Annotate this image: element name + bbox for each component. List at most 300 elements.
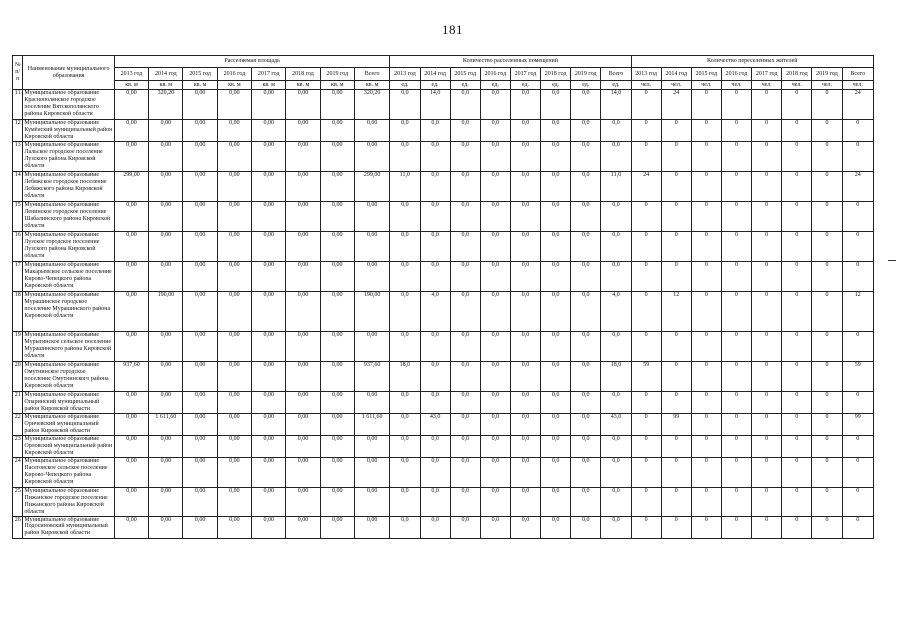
municipality-name: Муниципальное образование Пижанское городское поселение Пижанского района Кировской области	[23, 488, 114, 517]
rooms-cell: 0,0	[510, 458, 540, 488]
rooms-cell: 0,0	[510, 414, 540, 436]
people-cell: 0	[721, 90, 751, 120]
people-cell: 0	[721, 392, 751, 414]
people-cell: 24	[631, 172, 661, 202]
rooms-cell: 0,0	[541, 414, 571, 436]
rooms-cell: 0,0	[571, 436, 601, 458]
area-cell: 0,00	[286, 120, 320, 142]
people-cell: 0	[721, 414, 751, 436]
rooms-cell: 0,0	[571, 142, 601, 172]
people-cell: 0	[661, 516, 691, 538]
header-year-rooms-4: 2017 год	[510, 68, 540, 81]
area-cell: 0,00	[114, 292, 148, 332]
rooms-cell: 18,0	[390, 362, 420, 392]
area-cell: 0,00	[114, 488, 148, 517]
people-cell: 0	[752, 362, 782, 392]
area-cell: 0,00	[286, 232, 320, 262]
people-cell: 0	[661, 392, 691, 414]
header-unit-area-3: кв. м	[217, 81, 251, 90]
area-cell: 0,00	[183, 90, 217, 120]
header-year-area-0: 2013 год	[114, 68, 148, 81]
header-no: № п/п	[13, 56, 23, 90]
people-cell: 0	[661, 120, 691, 142]
people-cell: 0	[782, 292, 812, 332]
header-year-people-1: 2014 год	[661, 68, 691, 81]
people-cell: 0	[691, 414, 721, 436]
municipality-name: Муниципальное образование Кумёнский муниципальный район Кировской области	[24, 120, 113, 140]
people-cell: 0	[691, 488, 721, 517]
row-number: 23	[13, 436, 23, 458]
municipality-name: Муниципальное образование Пасеговское сельское поселение Кирово-Чепецкого района Кировской области	[23, 458, 114, 488]
people-cell: 0	[631, 292, 661, 332]
header-year-people-7: Всего	[842, 68, 873, 81]
header-year-area-3: 2016 год	[217, 68, 251, 81]
header-unit-area-4: кв. м	[252, 81, 286, 90]
area-cell: 0,00	[149, 262, 183, 292]
rooms-cell: 0,0	[601, 202, 631, 232]
table-row	[13, 436, 874, 458]
row-number: 12	[13, 120, 23, 142]
area-cell: 0,00	[252, 292, 286, 332]
rooms-cell: 0,0	[541, 516, 571, 538]
area-cell: 0,00	[320, 436, 354, 458]
area-cell: 0,00	[217, 90, 251, 120]
rooms-cell: 0,0	[480, 262, 510, 292]
rooms-cell: 0,0	[541, 458, 571, 488]
rooms-cell: 0,0	[450, 292, 480, 332]
people-cell: 0	[782, 142, 812, 172]
people-cell: 0	[721, 516, 751, 538]
rooms-cell: 11,0	[601, 172, 631, 202]
area-cell: 1 611,60	[354, 414, 389, 436]
area-cell: 0,00	[149, 362, 183, 392]
area-cell: 0,00	[114, 142, 148, 172]
people-cell: 0	[661, 142, 691, 172]
area-cell: 0,00	[286, 90, 320, 120]
people-cell: 12	[661, 292, 691, 332]
area-cell: 0,00	[183, 172, 217, 202]
people-cell: 0	[812, 488, 842, 517]
people-cell: 0	[691, 516, 721, 538]
rooms-cell: 0,0	[541, 488, 571, 517]
rooms-cell: 0,0	[601, 488, 631, 517]
header-name: Наименование муниципального образования	[23, 56, 114, 90]
municipality-name: Муниципальное образование Краснополянское городское поселение Вятскополянского района Кировской области	[23, 90, 114, 120]
area-cell: 0,00	[114, 202, 148, 232]
area-cell: 0,00	[114, 120, 148, 142]
people-cell: 0	[812, 436, 842, 458]
rooms-cell: 0,0	[420, 332, 450, 362]
people-cell: 0	[812, 516, 842, 538]
area-cell: 0,00	[354, 488, 389, 517]
row-number: 14	[13, 172, 23, 202]
area-cell: 0,00	[252, 202, 286, 232]
area-cell: 0,00	[320, 120, 354, 142]
people-cell: 0	[812, 332, 842, 362]
area-cell: 0,00	[149, 120, 183, 142]
area-cell: 0,00	[183, 262, 217, 292]
area-cell: 0,00	[252, 458, 286, 488]
people-cell: 0	[631, 488, 661, 517]
area-cell: 0,00	[114, 392, 148, 414]
rooms-cell: 0,0	[420, 202, 450, 232]
rooms-cell: 0,0	[541, 362, 571, 392]
rooms-cell: 0,0	[510, 516, 540, 538]
area-cell: 0,00	[286, 488, 320, 517]
header-unit-people-3: чел.	[721, 81, 751, 90]
area-cell: 0,00	[320, 142, 354, 172]
area-cell: 0,00	[217, 516, 251, 538]
rooms-cell: 0,0	[571, 232, 601, 262]
area-cell: 937,60	[354, 362, 389, 392]
area-cell: 0,00	[354, 516, 389, 538]
header-year-area-7: Всего	[354, 68, 389, 81]
rooms-cell: 0,0	[601, 332, 631, 362]
people-cell: 0	[691, 392, 721, 414]
people-cell: 0	[752, 392, 782, 414]
rooms-cell: 0,0	[450, 232, 480, 262]
people-cell: 0	[812, 202, 842, 232]
area-cell: 0,00	[114, 262, 148, 292]
people-cell: 0	[752, 516, 782, 538]
header-unit-rooms-2: ед.	[450, 81, 480, 90]
rooms-cell: 0,0	[510, 262, 540, 292]
people-cell: 0	[631, 232, 661, 262]
municipality-name: Муниципальное образование Подосиновский муниципальный район Кировской области	[23, 516, 114, 538]
municipality-name: Муниципальное образование Лальское городское поселение Лузского района Кировской области	[23, 142, 114, 172]
people-cell: 0	[782, 392, 812, 414]
area-cell: 0,00	[252, 262, 286, 292]
people-cell: 0	[812, 142, 842, 172]
row-number: 16	[13, 232, 23, 262]
municipality-name: Муниципальное образование Омутнинское городское поселение Омутнинского района Кировской области	[23, 362, 114, 392]
people-cell: 0	[812, 232, 842, 262]
rooms-cell: 0,0	[571, 120, 601, 142]
table-row	[13, 516, 874, 538]
people-cell: 0	[691, 142, 721, 172]
people-cell: 0	[661, 362, 691, 392]
area-cell: 299,00	[354, 172, 389, 202]
header-year-area-4: 2017 год	[252, 68, 286, 81]
rooms-cell: 0,0	[450, 362, 480, 392]
table-row	[13, 292, 874, 332]
area-cell: 0,00	[286, 202, 320, 232]
rooms-cell: 4,0	[601, 292, 631, 332]
rooms-cell: 0,0	[420, 362, 450, 392]
municipality-name: Муниципальное образование Лузское городское поселение Лузского района Кировской области	[23, 232, 114, 262]
row-number: 20	[13, 362, 23, 392]
people-cell: 0	[721, 488, 751, 517]
people-cell: 0	[661, 202, 691, 232]
area-cell: 0,00	[354, 332, 389, 362]
row-number: 24	[13, 458, 23, 488]
people-cell: 99	[661, 414, 691, 436]
header-unit-people-0: чел.	[631, 81, 661, 90]
row-number: 26	[13, 516, 23, 538]
people-cell: 0	[812, 414, 842, 436]
area-cell: 0,00	[149, 392, 183, 414]
people-cell: 0	[661, 436, 691, 458]
rooms-cell: 0,0	[390, 262, 420, 292]
row-number: 15	[13, 202, 23, 232]
people-cell: 0	[752, 202, 782, 232]
rooms-cell: 0,0	[541, 292, 571, 332]
people-cell: 0	[721, 172, 751, 202]
rooms-cell: 0,0	[480, 292, 510, 332]
rooms-cell: 0,0	[390, 488, 420, 517]
rooms-cell: 0,0	[601, 392, 631, 414]
area-cell: 0,00	[320, 292, 354, 332]
people-cell: 0	[752, 488, 782, 517]
header-unit-people-4: чел.	[752, 81, 782, 90]
area-cell: 0,00	[217, 142, 251, 172]
area-cell: 0,00	[286, 436, 320, 458]
header-unit-people-5: чел.	[782, 81, 812, 90]
municipality-name: Муниципальное образование Опаринский муниципальный район Кировской области	[23, 392, 114, 414]
header-year-rooms-5: 2018 год	[541, 68, 571, 81]
scan-mark	[888, 260, 896, 262]
rooms-cell: 0,0	[420, 488, 450, 517]
area-cell: 0,00	[149, 516, 183, 538]
rooms-cell: 0,0	[571, 172, 601, 202]
people-cell: 0	[631, 458, 661, 488]
table-row	[13, 142, 874, 172]
table-row	[13, 262, 874, 292]
rooms-cell: 0,0	[450, 332, 480, 362]
header-group-rooms: Количество расселенных помещений	[390, 56, 631, 68]
area-cell: 0,00	[149, 202, 183, 232]
header-unit-people-6: чел.	[812, 81, 842, 90]
area-cell: 0,00	[286, 414, 320, 436]
people-cell: 0	[752, 292, 782, 332]
rooms-cell: 0,0	[390, 232, 420, 262]
rooms-cell: 0,0	[450, 414, 480, 436]
people-cell: 0	[812, 458, 842, 488]
people-cell: 0	[752, 414, 782, 436]
table-row	[13, 332, 874, 362]
area-cell: 0,00	[217, 414, 251, 436]
header-row-years	[13, 68, 874, 81]
rooms-cell: 0,0	[480, 414, 510, 436]
rooms-cell: 0,0	[480, 332, 510, 362]
area-cell: 0,00	[252, 436, 286, 458]
people-cell: 0	[752, 172, 782, 202]
municipality-name: Муниципальное образование Лебяжское городское поселение Лебяжского района Кировской области	[23, 172, 114, 202]
rooms-cell: 0,0	[601, 232, 631, 262]
rooms-cell: 0,0	[510, 332, 540, 362]
area-cell: 0,00	[183, 120, 217, 142]
rooms-cell: 0,0	[571, 362, 601, 392]
rooms-cell: 0,0	[510, 436, 540, 458]
people-cell: 24	[842, 90, 873, 120]
rooms-cell: 0,0	[510, 90, 540, 120]
people-cell: 0	[691, 332, 721, 362]
people-cell: 24	[661, 90, 691, 120]
rooms-cell: 0,0	[450, 90, 480, 120]
people-cell: 0	[691, 232, 721, 262]
area-cell: 0,00	[286, 262, 320, 292]
area-cell: 0,00	[252, 362, 286, 392]
rooms-cell: 0,0	[420, 120, 450, 142]
people-cell: 0	[721, 142, 751, 172]
people-cell: 0	[782, 516, 812, 538]
people-cell: 0	[721, 458, 751, 488]
area-cell: 0,00	[217, 458, 251, 488]
people-cell: 0	[691, 362, 721, 392]
row-number: 18	[13, 292, 23, 332]
people-cell: 0	[721, 292, 751, 332]
area-cell: 0,00	[217, 232, 251, 262]
area-cell: 0,00	[183, 292, 217, 332]
area-cell: 0,00	[252, 488, 286, 517]
rooms-cell: 0,0	[450, 488, 480, 517]
municipality-name: Муниципальное образование Ленинское городское поселение Шабалинского района Кировской области	[23, 202, 114, 232]
area-cell: 0,00	[354, 232, 389, 262]
area-cell: 0,00	[149, 172, 183, 202]
people-cell: 0	[631, 142, 661, 172]
people-cell: 99	[842, 414, 873, 436]
area-cell: 0,00	[252, 232, 286, 262]
area-cell: 0,00	[183, 362, 217, 392]
people-cell: 0	[721, 262, 751, 292]
people-cell: 0	[842, 392, 873, 414]
rooms-cell: 0,0	[480, 90, 510, 120]
people-cell: 0	[782, 436, 812, 458]
rooms-cell: 11,0	[390, 172, 420, 202]
rooms-cell: 0,0	[510, 232, 540, 262]
people-cell: 0	[691, 120, 721, 142]
area-cell: 0,00	[217, 202, 251, 232]
people-cell: 0	[721, 332, 751, 362]
area-cell: 0,00	[286, 392, 320, 414]
area-cell: 0,00	[217, 120, 251, 142]
header-unit-area-7: кв. м	[354, 81, 389, 90]
people-cell: 0	[782, 120, 812, 142]
people-cell: 0	[782, 488, 812, 517]
header-unit-area-6: кв. м	[320, 81, 354, 90]
area-cell: 0,00	[252, 332, 286, 362]
rooms-cell: 0,0	[571, 488, 601, 517]
rooms-cell: 0,0	[541, 232, 571, 262]
rooms-cell: 0,0	[601, 436, 631, 458]
area-cell: 0,00	[217, 392, 251, 414]
people-cell: 0	[812, 292, 842, 332]
rooms-cell: 0,0	[571, 458, 601, 488]
header-unit-area-2: кв. м	[183, 81, 217, 90]
area-cell: 0,00	[183, 414, 217, 436]
rooms-cell: 0,0	[480, 458, 510, 488]
people-cell: 0	[782, 232, 812, 262]
area-cell: 0,00	[252, 120, 286, 142]
area-cell: 0,00	[183, 392, 217, 414]
people-cell: 0	[661, 172, 691, 202]
area-cell: 0,00	[114, 458, 148, 488]
rooms-cell: 0,0	[571, 516, 601, 538]
rooms-cell: 0,0	[450, 436, 480, 458]
people-cell: 0	[661, 232, 691, 262]
area-cell: 0,00	[320, 90, 354, 120]
area-cell: 0,00	[286, 458, 320, 488]
header-unit-rooms-1: ед.	[420, 81, 450, 90]
rooms-cell: 0,0	[541, 172, 571, 202]
rooms-cell: 14,0	[601, 90, 631, 120]
rooms-cell: 0,0	[480, 488, 510, 517]
people-cell: 0	[691, 90, 721, 120]
people-cell: 0	[752, 142, 782, 172]
area-cell: 0,00	[354, 120, 389, 142]
area-cell: 320,20	[354, 90, 389, 120]
rooms-cell: 0,0	[450, 262, 480, 292]
header-row-units	[13, 81, 874, 90]
rooms-cell: 0,0	[420, 458, 450, 488]
header-year-area-2: 2015 год	[183, 68, 217, 81]
people-cell: 0	[842, 458, 873, 488]
rooms-cell: 0,0	[450, 458, 480, 488]
people-cell: 0	[782, 262, 812, 292]
people-cell: 0	[812, 362, 842, 392]
rooms-cell: 0,0	[390, 436, 420, 458]
header-group-people: Количество переселенных жителей	[631, 56, 873, 68]
area-cell: 0,00	[320, 392, 354, 414]
people-cell: 0	[842, 142, 873, 172]
area-cell: 0,00	[320, 172, 354, 202]
row-number: 11	[13, 90, 23, 120]
rooms-cell: 0,0	[480, 436, 510, 458]
rooms-cell: 0,0	[510, 202, 540, 232]
header-year-people-5: 2018 год	[782, 68, 812, 81]
people-cell: 0	[842, 332, 873, 362]
header-year-area-6: 2019 год	[320, 68, 354, 81]
area-cell: 0,00	[149, 458, 183, 488]
header-year-rooms-1: 2014 год	[420, 68, 450, 81]
area-cell: 0,00	[217, 488, 251, 517]
rooms-cell: 18,0	[601, 362, 631, 392]
rooms-cell: 0,0	[541, 262, 571, 292]
area-cell: 0,00	[183, 436, 217, 458]
rooms-cell: 0,0	[450, 142, 480, 172]
area-cell: 0,00	[354, 202, 389, 232]
rooms-cell: 0,0	[541, 392, 571, 414]
rooms-cell: 0,0	[390, 392, 420, 414]
area-cell: 0,00	[286, 362, 320, 392]
people-cell: 0	[752, 436, 782, 458]
area-cell: 0,00	[149, 142, 183, 172]
header-unit-area-0: кв. м	[114, 81, 148, 90]
rooms-cell: 0,0	[480, 120, 510, 142]
rooms-cell: 43,0	[601, 414, 631, 436]
rooms-cell: 0,0	[541, 436, 571, 458]
rooms-cell: 0,0	[420, 262, 450, 292]
table-row	[13, 414, 874, 436]
header-year-people-4: 2017 год	[752, 68, 782, 81]
area-cell: 0,00	[320, 362, 354, 392]
rooms-cell: 0,0	[450, 120, 480, 142]
people-cell: 0	[721, 232, 751, 262]
people-cell: 0	[631, 392, 661, 414]
header-year-rooms-6: 2019 год	[571, 68, 601, 81]
area-cell: 0,00	[252, 142, 286, 172]
header-unit-area-5: кв. м	[286, 81, 320, 90]
header-unit-people-2: чел.	[691, 81, 721, 90]
people-cell: 0	[721, 202, 751, 232]
rooms-cell: 0,0	[541, 120, 571, 142]
rooms-cell: 14,0	[420, 90, 450, 120]
people-cell: 0	[812, 120, 842, 142]
rooms-cell: 0,0	[571, 332, 601, 362]
people-cell: 0	[752, 120, 782, 142]
people-cell: 0	[691, 292, 721, 332]
people-cell: 0	[842, 202, 873, 232]
